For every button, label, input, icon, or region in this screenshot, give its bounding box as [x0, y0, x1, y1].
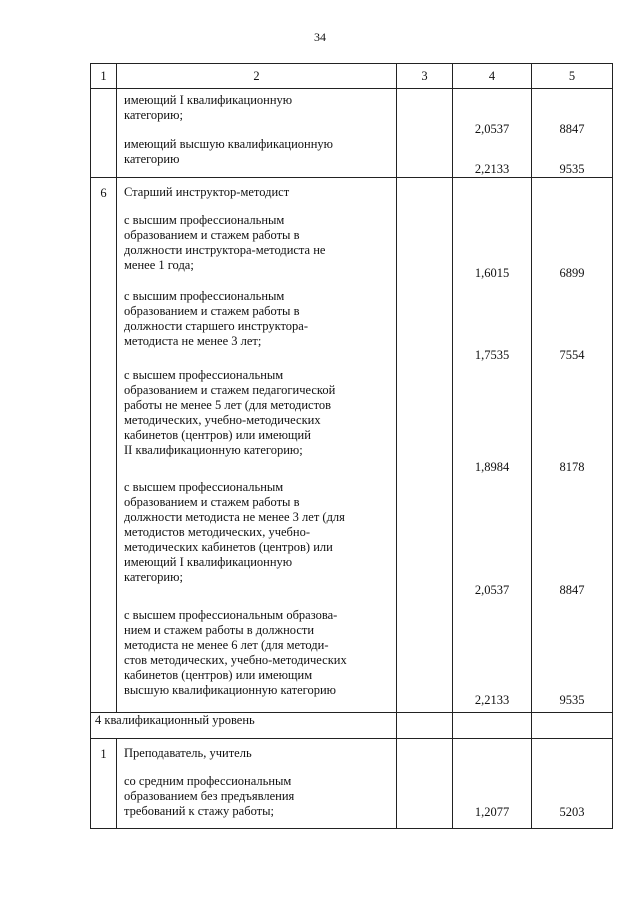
- coefficient-value: 1,7535: [474, 348, 510, 362]
- entry-text-line: категорию;: [124, 108, 183, 122]
- salary-value: 7554: [559, 348, 585, 362]
- empty-cell: [532, 713, 613, 739]
- entry-text-line: методиста не менее 6 лет (для методи-: [124, 638, 329, 652]
- header-col-2: 2: [117, 64, 397, 89]
- entry-text-line: нием и стажем работы в должности: [124, 623, 315, 637]
- header-col-5: 5: [532, 64, 613, 89]
- entry-text-line: категорию: [124, 152, 180, 166]
- entry-text-line: категорию;: [124, 570, 183, 584]
- coefficient-cell: [453, 739, 532, 829]
- entry-text-line: образованием без предъявления: [124, 789, 295, 803]
- page-number: 34: [314, 30, 326, 44]
- empty-cell: [453, 713, 532, 739]
- section-title: 4 квалификационный уровень: [91, 713, 397, 739]
- entry-text-line: высшую квалификационную категорию: [124, 683, 336, 697]
- entry-text-line: II квалификационную категорию;: [124, 443, 303, 457]
- salary-value: 9535: [559, 162, 585, 176]
- entry-text-line: образованием и стажем работы в: [124, 495, 300, 509]
- entry-text-line: с высшем профессиональным: [124, 368, 284, 382]
- empty-cell: [397, 713, 453, 739]
- entry-text-line: должности старшего инструктора-: [124, 319, 309, 333]
- entry-text-line: должности инструктора-методиста не: [124, 243, 326, 257]
- salary-cell: [532, 89, 613, 178]
- header-row: [91, 64, 613, 89]
- entry-text-line: образованием и стажем работы в: [124, 228, 300, 242]
- coefficient-value: 2,2133: [474, 693, 510, 707]
- entry-text-line: должности методиста не менее 3 лет (для: [124, 510, 345, 524]
- row-number: 1: [91, 739, 117, 829]
- entry-text-line: с высшем профессиональным образова-: [124, 608, 338, 622]
- description-cell: [117, 89, 397, 178]
- entry-text-line: методиста не менее 3 лет;: [124, 334, 262, 348]
- empty-cell: [397, 178, 453, 713]
- coefficient-value: 2,0537: [474, 122, 510, 136]
- entry-text-line: с высшим профессиональным: [124, 213, 285, 227]
- table-row-group-1-level-4: [91, 739, 613, 829]
- empty-cell: [397, 739, 453, 829]
- row-number: 6: [91, 178, 117, 713]
- entry-text-line: требований к стажу работы;: [124, 804, 274, 818]
- salary-value: 6899: [559, 266, 585, 280]
- position-title: Преподаватель, учитель: [124, 746, 252, 760]
- entry-text-line: с высшим профессиональным: [124, 289, 285, 303]
- entry-text-line: с высшем профессиональным: [124, 480, 284, 494]
- entry-text-line: имеющий I квалификационную: [124, 555, 293, 569]
- entry-text-line: кабинетов (центров) или имеющим: [124, 668, 313, 682]
- entry-text-line: образованием и стажем педагогической: [124, 383, 336, 397]
- entry-text-line: методических кабинетов (центров) или: [124, 540, 333, 554]
- empty-cell: [397, 89, 453, 178]
- entry-text-line: методических, учебно-методических: [124, 413, 321, 427]
- entry-text-line: образованием и стажем работы в: [124, 304, 300, 318]
- entry-text-line: кабинетов (центров) или имеющий: [124, 428, 311, 442]
- salary-value: 8178: [559, 460, 585, 474]
- table-row-group-1: [91, 89, 613, 178]
- entry-text-line: методистов методических, учебно-: [124, 525, 311, 539]
- salary-value: 8847: [559, 583, 585, 597]
- header-col-4: 4: [453, 64, 532, 89]
- coefficient-cell: [453, 178, 532, 713]
- description-cell: [117, 178, 397, 713]
- entry-text-line: менее 1 года;: [124, 258, 194, 272]
- table-row-group-6: [91, 178, 613, 713]
- salary-value: 8847: [559, 122, 585, 136]
- position-title: Старший инструктор-методист: [124, 185, 290, 199]
- salary-table: [90, 63, 613, 829]
- salary-value: 5203: [559, 805, 585, 819]
- entry-text-line: стов методических, учебно-методических: [124, 653, 347, 667]
- header-col-1: 1: [91, 64, 117, 89]
- coefficient-value: 2,0537: [474, 583, 510, 597]
- salary-cell: [532, 178, 613, 713]
- row-number: [91, 89, 117, 178]
- coefficient-value: 2,2133: [474, 162, 510, 176]
- salary-value: 9535: [559, 693, 585, 707]
- coefficient-value: 1,2077: [474, 805, 510, 819]
- description-cell: [117, 739, 397, 829]
- section-row: [91, 713, 613, 739]
- entry-text-line: имеющий I квалификационную: [124, 93, 293, 107]
- coefficient-value: 1,6015: [474, 266, 510, 280]
- entry-text-line: со средним профессиональным: [124, 774, 292, 788]
- header-col-3: 3: [397, 64, 453, 89]
- salary-cell: [532, 739, 613, 829]
- coefficient-value: 1,8984: [474, 460, 510, 474]
- entry-text-line: имеющий высшую квалификационную: [124, 137, 334, 151]
- entry-text-line: работы не менее 5 лет (для методистов: [124, 398, 332, 412]
- coefficient-cell: [453, 89, 532, 178]
